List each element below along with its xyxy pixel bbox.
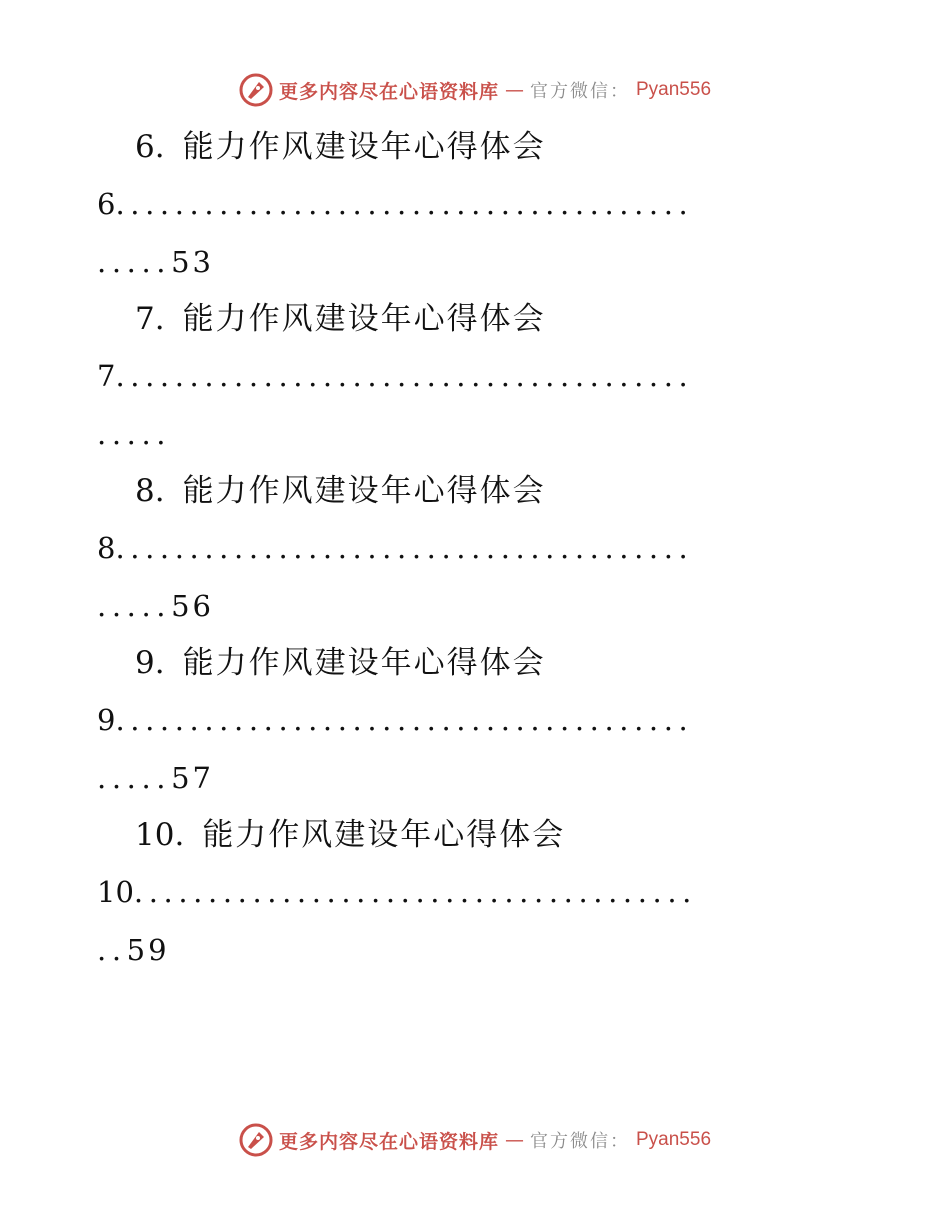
toc-leader-number: 8 <box>97 531 116 565</box>
toc-entry-title: 能力作风建设年心得体会 <box>182 645 546 681</box>
toc-entry-title-line[interactable] <box>97 120 847 175</box>
toc-entry-title-line[interactable] <box>97 464 847 519</box>
toc-page-number: 57 <box>171 761 214 795</box>
pen-nib-logo-icon <box>239 73 273 107</box>
banner-subtext: 官方微信： <box>530 81 630 102</box>
toc-leader-dots: ...................................... <box>133 875 697 909</box>
banner-text: 更多内容尽在心语资料库 <box>278 1130 499 1153</box>
banner-wechat-id: Pyan556 <box>636 79 712 100</box>
banner-text: 更多内容尽在心语资料库 <box>278 80 499 103</box>
toc-page-number: 59 <box>126 933 170 967</box>
toc-tail-dots: ..... <box>97 761 172 795</box>
toc-tail-dots: ..... <box>97 245 172 279</box>
toc-leader-number: 7 <box>97 359 116 393</box>
toc-entry-number: 8. <box>135 473 165 509</box>
toc-entry <box>97 292 847 464</box>
toc-page-line <box>97 921 847 980</box>
toc-tail-dots: ..... <box>97 589 172 623</box>
banner-separator: — <box>505 1129 524 1151</box>
toc-leader-number: 6 <box>97 187 116 221</box>
toc-entry <box>97 464 847 636</box>
toc-tail-dots: ..... <box>97 417 172 451</box>
toc-entry-title-line[interactable] <box>97 292 847 347</box>
toc-entry-number: 10. <box>135 817 185 853</box>
toc-entry <box>97 808 847 980</box>
toc-entry <box>97 120 847 292</box>
toc-leader-dots: ....................................... <box>115 359 694 393</box>
toc-leader-line <box>97 175 847 233</box>
banner-subtext: 官方微信： <box>530 1131 630 1152</box>
toc-page-line <box>97 233 847 292</box>
toc-entry-number: 9. <box>135 645 165 681</box>
toc-leader-dots: ....................................... <box>115 531 694 565</box>
toc-leader-number: 9 <box>97 703 116 737</box>
toc-entry-title: 能力作风建设年心得体会 <box>202 817 566 853</box>
pen-nib-logo-icon <box>239 1123 273 1157</box>
toc-entry-title: 能力作风建设年心得体会 <box>182 473 546 509</box>
banner-separator: — <box>505 79 524 101</box>
toc-page-line <box>97 749 847 808</box>
toc-entry-title: 能力作风建设年心得体会 <box>182 129 546 165</box>
toc-leader-dots: ....................................... <box>115 703 694 737</box>
toc-leader-dots: ....................................... <box>115 187 694 221</box>
toc-page-line <box>97 405 847 464</box>
toc-leader-line <box>97 691 847 749</box>
header-banner <box>0 70 950 110</box>
toc-entry-title-line[interactable] <box>97 636 847 691</box>
toc-entry-title: 能力作风建设年心得体会 <box>182 301 546 337</box>
banner-wechat-id: Pyan556 <box>636 1129 712 1150</box>
toc-page-line <box>97 577 847 636</box>
toc-page-number: 56 <box>171 589 214 623</box>
table-of-contents <box>97 120 847 980</box>
toc-entry-title-line[interactable] <box>97 808 847 863</box>
toc-entry <box>97 636 847 808</box>
toc-leader-number: 10 <box>97 875 134 909</box>
toc-page-number: 53 <box>171 245 214 279</box>
toc-leader-line <box>97 347 847 405</box>
toc-tail-dots: .. <box>97 933 127 967</box>
toc-entry-number: 7. <box>135 301 165 337</box>
toc-entry-number: 6. <box>135 129 165 165</box>
toc-leader-line <box>97 863 847 921</box>
toc-leader-line <box>97 519 847 577</box>
footer-banner <box>0 1120 950 1160</box>
